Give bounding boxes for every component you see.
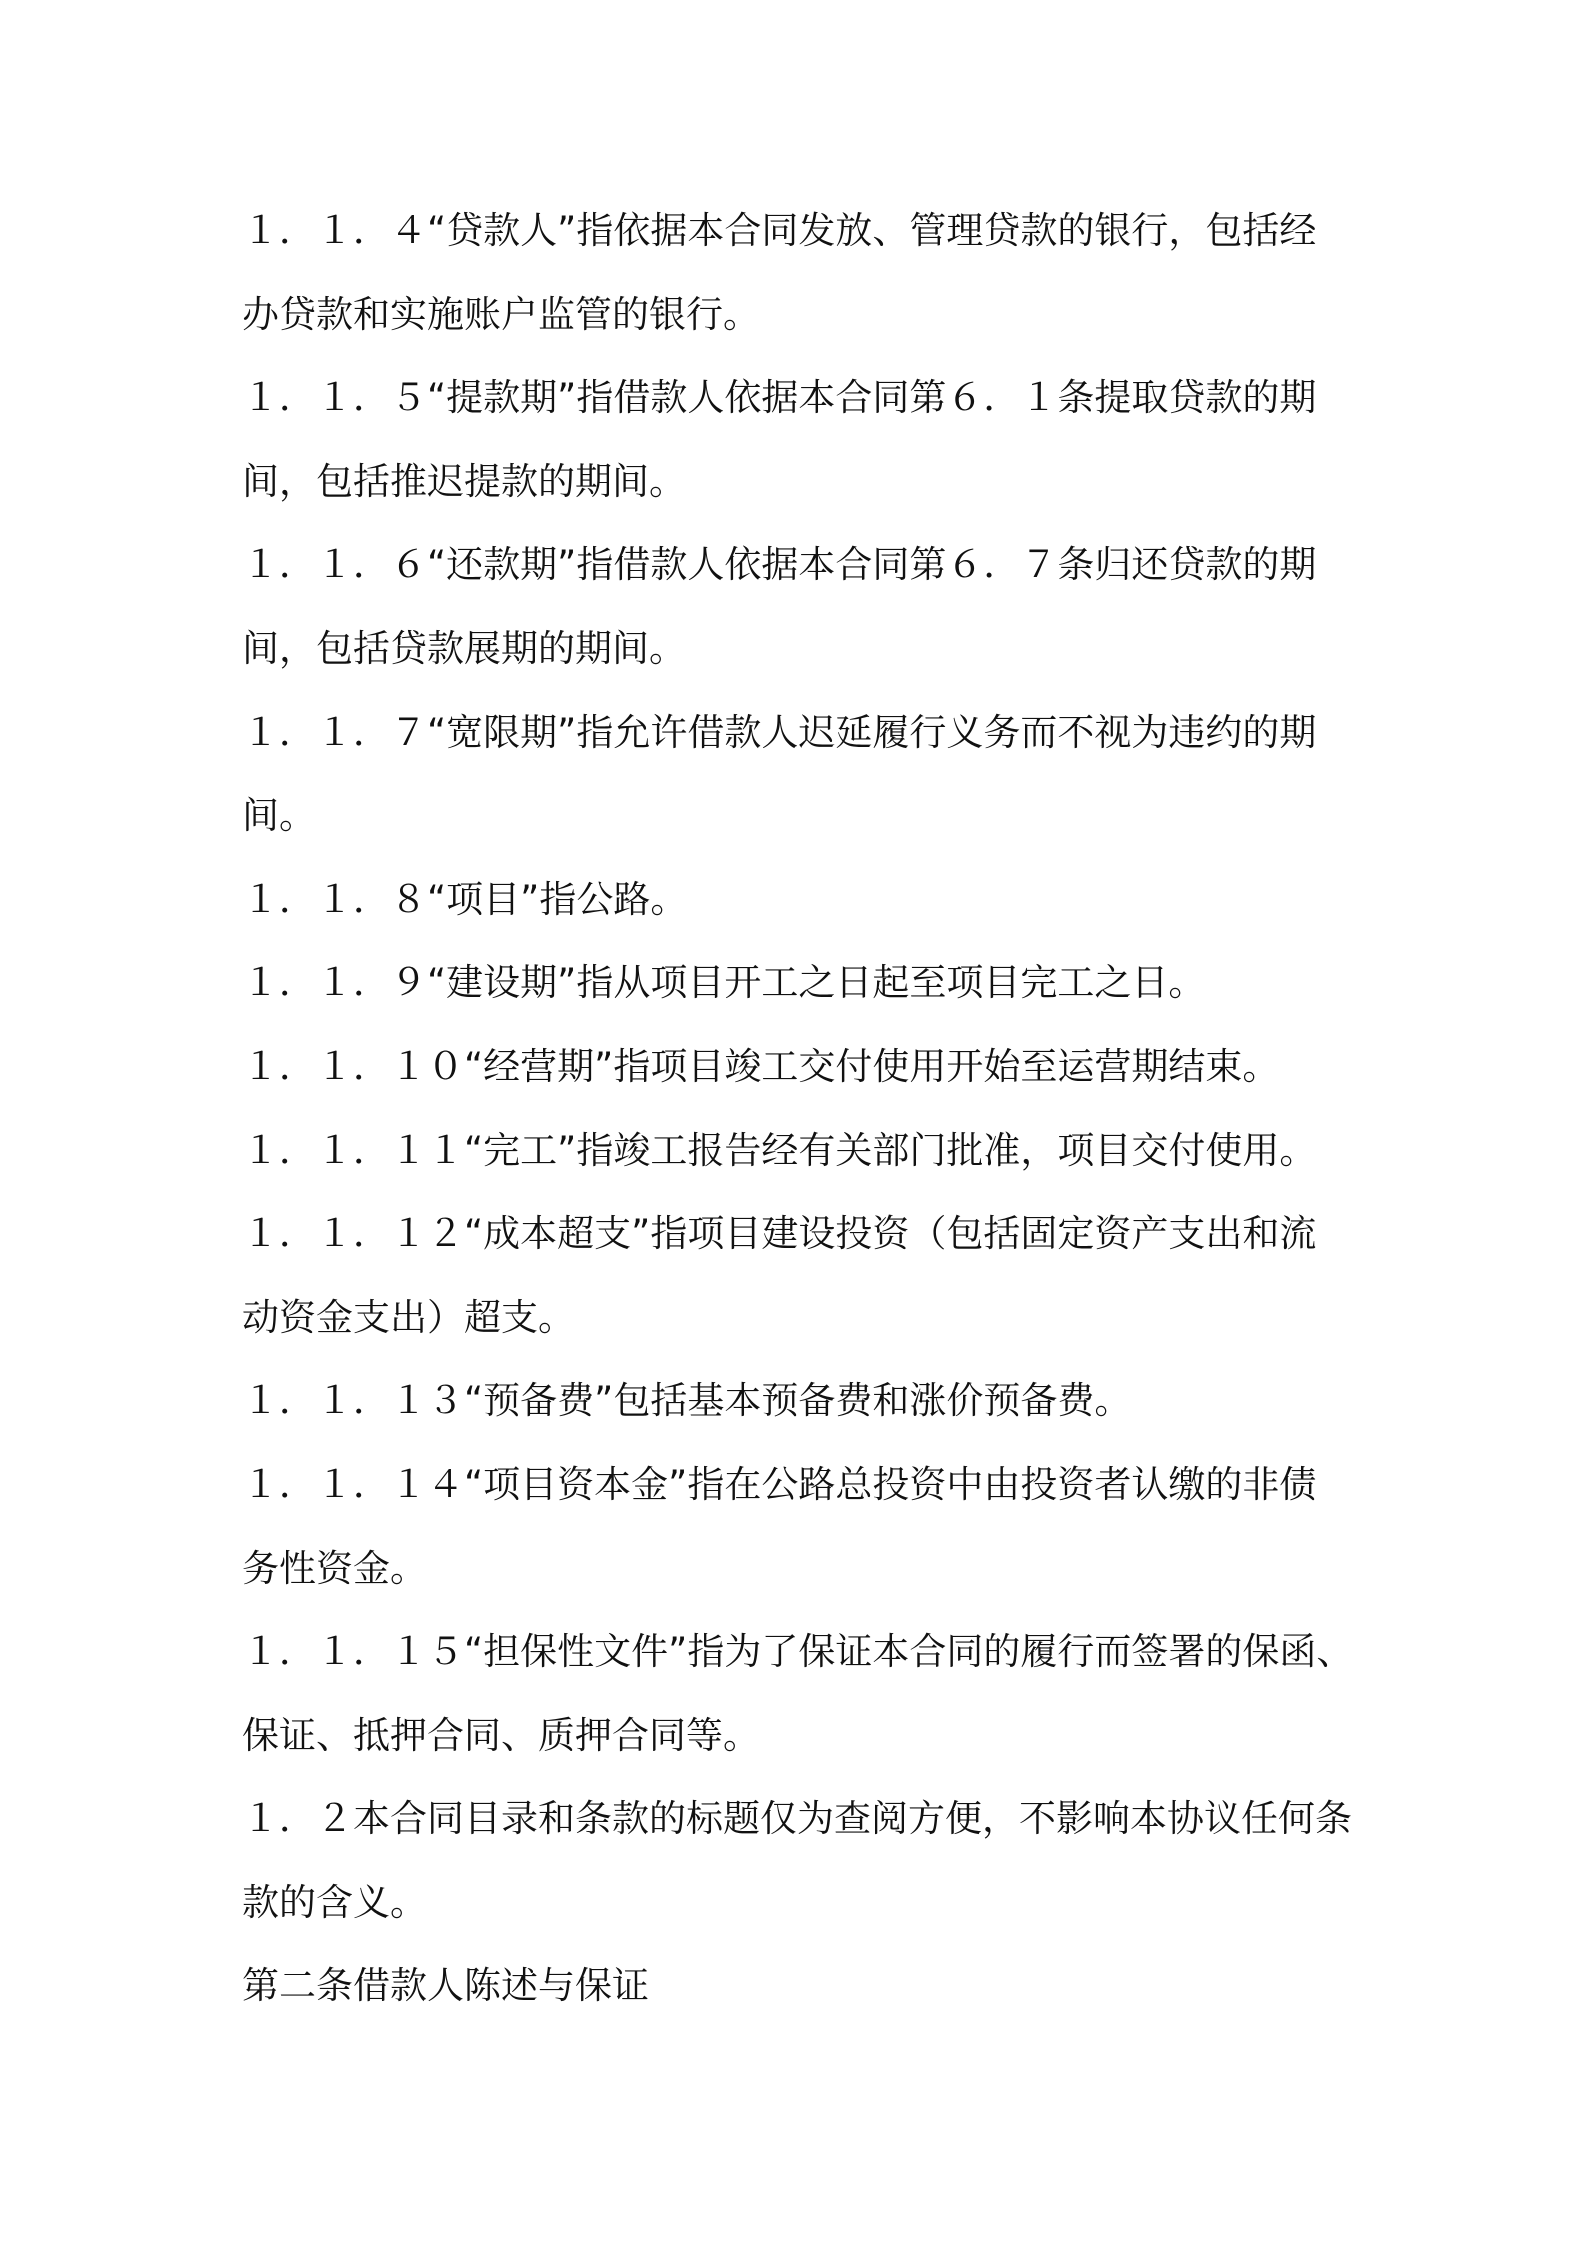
clause-1-1-4-continuation: 办贷款和实施账户监管的银行。 [242,292,760,336]
clause-1-1-10: １．１．１０“经营期”指项目竣工交付使用开始至运营期结束。 [242,1044,1280,1088]
clause-1-1-11: １．１．１１“完工”指竣工报告经有关部门批准，项目交付使用。 [242,1128,1317,1172]
clause-1-1-9: １．１．９“建设期”指从项目开工之日起至项目完工之日。 [242,961,1206,1005]
clause-1-1-5: １．１．５“提款期”指借款人依据本合同第６．１条提取贷款的期 [242,376,1317,420]
clause-1-1-8: １．１．８“项目”指公路。 [242,877,688,921]
clause-1-1-7: １．１．７“宽限期”指允许借款人迟延履行义务而不视为违约的期 [242,710,1317,754]
clause-1-1-7-continuation: 间。 [242,794,316,838]
clause-1-1-12-continuation: 动资金支出）超支。 [242,1295,575,1339]
document-body [242,189,1442,2028]
clause-1-1-15-continuation: 保证、抵押合同、质押合同等。 [242,1713,760,1757]
clause-1-1-4: １．１．４“贷款人”指依据本合同发放、管理贷款的银行，包括经 [242,209,1317,252]
clause-1-1-6: １．１．６“还款期”指借款人依据本合同第６．７条归还贷款的期 [242,543,1317,587]
clause-1-1-5-continuation: 间，包括推迟提款的期间。 [242,459,686,503]
clause-1-1-6-continuation: 间，包括贷款展期的期间。 [242,626,686,670]
clause-1-1-13: １．１．１３“预备费”包括基本预备费和涨价预备费。 [242,1379,1132,1423]
clause-1-1-14: １．１．１４“项目资本金”指在公路总投资中由投资者认缴的非债 [242,1462,1317,1506]
clause-1-2-continuation: 款的含义。 [242,1880,427,1924]
clause-1-1-14-continuation: 务性资金。 [242,1546,427,1590]
clause-1-2: １．２本合同目录和条款的标题仅为查阅方便，不影响本协议任何条 [242,1797,1352,1841]
clause-1-1-12: １．１．１２“成本超支”指项目建设投资（包括固定资产支出和流 [242,1212,1317,1256]
section-heading: 第二条借款人陈述与保证 [242,1964,649,2008]
clause-1-1-15: １．１．１５“担保性文件”指为了保证本合同的履行而签署的保函、 [242,1630,1354,1674]
